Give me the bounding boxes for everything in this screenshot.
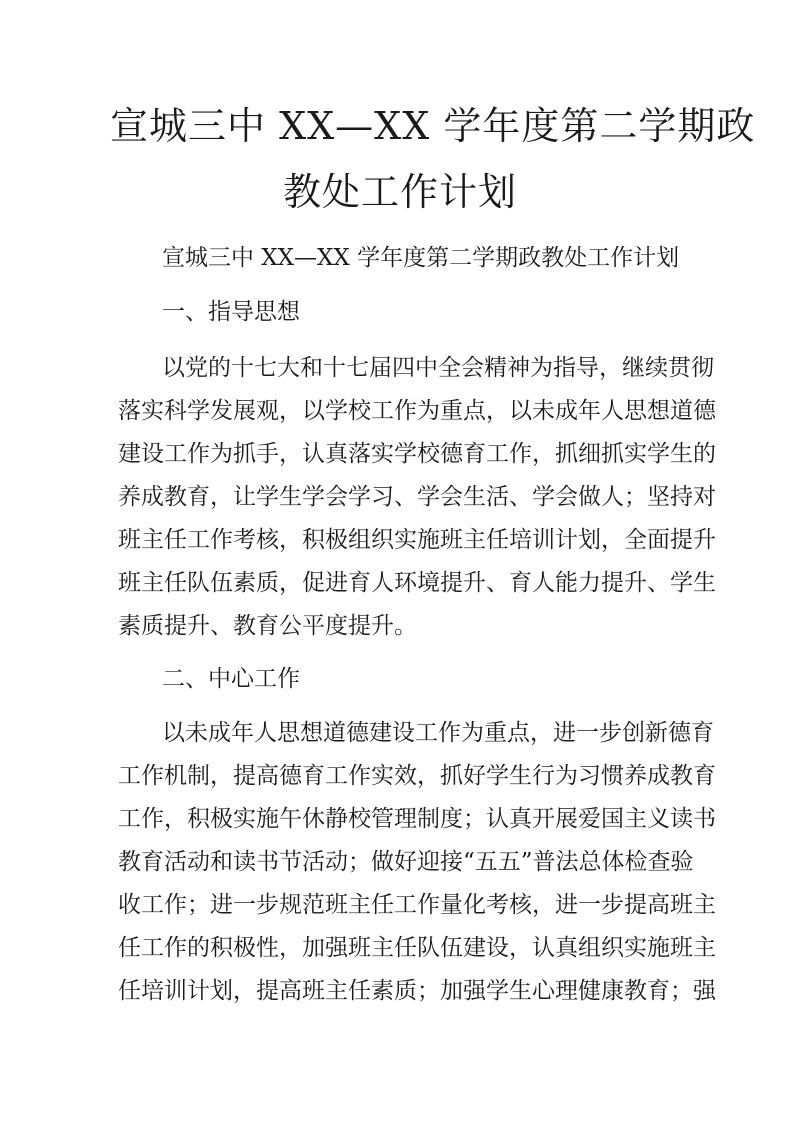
section-1-line-7: 素质提升、教育公平度提升。 <box>118 613 417 639</box>
document-title-line-1: 宣城三中 XX—XX 学年度第二学期政 <box>110 104 756 148</box>
section-2-line-3: 工作，积极实施午休静校管理制度；认真开展爱国主义读书 <box>118 806 716 832</box>
section-2-line-5: 收工作；进一步规范班主任工作量化考核，进一步提高班主 <box>118 892 716 918</box>
document-title-line-2: 教处工作计划 <box>282 170 517 214</box>
section-2-line-7: 任培训计划，提高班主任素质；加强学生心理健康教育；强 <box>118 978 716 1004</box>
section-1-line-6: 班主任队伍素质，促进育人环境提升、育人能力提升、学生 <box>118 570 716 596</box>
section-2-line-2: 工作机制，提高德育工作实效，抓好学生行为习惯养成教育 <box>118 763 716 789</box>
section-1-line-4: 养成教育，让学生学会学习、学会生活、学会做人；坚持对 <box>118 484 716 510</box>
section-1-heading: 一、指导思想 <box>162 299 300 325</box>
section-1-line-2: 落实科学发展观，以学校工作为重点，以未成年人思想道德 <box>118 398 716 424</box>
section-2-line-6: 任工作的积极性，加强班主任队伍建设，认真组织实施班主 <box>118 935 716 961</box>
section-1-line-5: 班主任工作考核，积极组织实施班主任培训计划，全面提升 <box>118 527 716 553</box>
document-subtitle: 宣城三中 XX—XX 学年度第二学期政教处工作计划 <box>162 245 680 271</box>
section-2-heading: 二、中心工作 <box>162 666 300 692</box>
section-2-line-1: 以未成年人思想道德建设工作为重点，进一步创新德育 <box>162 720 714 746</box>
section-1-line-1: 以党的十七大和十七届四中全会精神为指导，继续贯彻 <box>162 355 714 381</box>
section-2-line-4: 教育活动和读书节活动；做好迎接“五五”普法总体检查验 <box>118 849 694 875</box>
section-1-line-3: 建设工作为抓手，认真落实学校德育工作，抓细抓实学生的 <box>118 441 716 467</box>
